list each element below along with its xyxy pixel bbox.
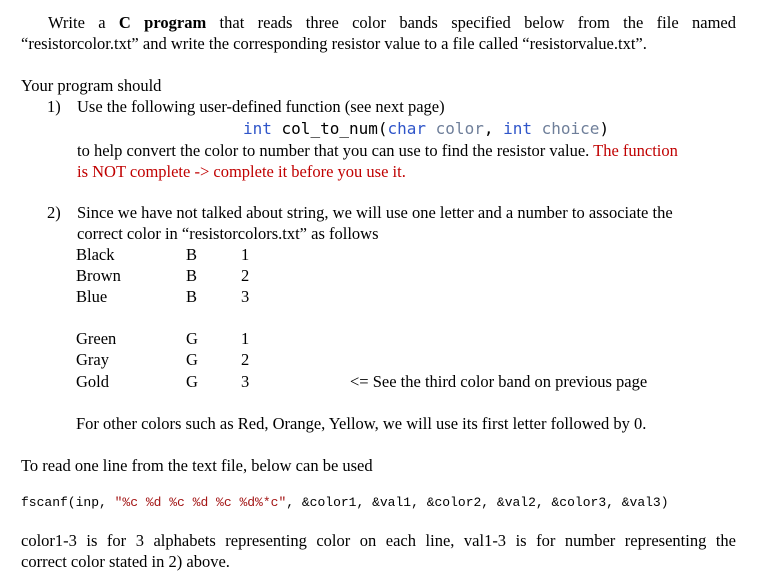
intro-line-2: “resistorcolor.txt” and write the corresponding resistor value to a file called “resistorvalue.txt”. bbox=[21, 34, 647, 53]
color-number: 3 bbox=[241, 287, 250, 306]
intro-line-1: Write a C program that reads three color bands specified below from the file named bbox=[48, 13, 736, 32]
color-letter: B bbox=[186, 245, 198, 264]
item-2-line-2: correct color in “resistorcolors.txt” as follows bbox=[77, 224, 379, 243]
item-2-line-1: Since we have not talked about string, we will use one letter and a number to associate the bbox=[77, 203, 673, 222]
help-convert-line: to help convert the color to number that you can use to find the resistor value. The function bbox=[77, 141, 678, 160]
c-program-text: C program bbox=[118, 13, 207, 32]
color-name: Gold bbox=[76, 372, 109, 391]
color-name: Blue bbox=[76, 287, 108, 306]
color-number: 2 bbox=[241, 266, 250, 285]
read-line-heading: To read one line from the text file, below can be used bbox=[21, 456, 373, 475]
item-1-text: Use the following user-defined function (see next page) bbox=[77, 97, 445, 116]
other-colors-line: For other colors such as Red, Orange, Yellow, we will use its first letter followed by 0. bbox=[76, 414, 647, 433]
color-number: 2 bbox=[241, 350, 250, 369]
color-letter: G bbox=[186, 350, 198, 369]
closing-line-2: correct color stated in 2) above. bbox=[21, 552, 230, 571]
color-name: Brown bbox=[76, 266, 121, 285]
color-letter: B bbox=[186, 287, 198, 306]
program-should-heading: Your program should bbox=[21, 76, 162, 95]
closing-line-1: color1-3 is for 3 alphabets representing color on each line, val1-3 is for number representing the bbox=[21, 531, 736, 550]
color-letter: B bbox=[186, 266, 198, 285]
not-complete-line: is NOT complete -> complete it before you use it. bbox=[77, 162, 406, 181]
color-name: Gray bbox=[76, 350, 109, 369]
item-1-number: 1) bbox=[47, 97, 61, 116]
item-2-number: 2) bbox=[47, 203, 61, 222]
color-letter: G bbox=[186, 372, 198, 391]
color-number: 3 bbox=[241, 372, 250, 391]
color-letter: G bbox=[186, 329, 198, 348]
function-signature: int col_to_num(char color, int choice) bbox=[243, 119, 610, 138]
third-band-note: <= See the third color band on previous page bbox=[350, 372, 648, 391]
color-name: Black bbox=[76, 245, 115, 264]
color-name: Green bbox=[76, 329, 117, 348]
color-number: 1 bbox=[241, 329, 250, 348]
fscanf-code-line: fscanf(inp, "%c %d %c %d %c %d%*c", &color1, &val1, &color2, &val2, &color3, &val3) bbox=[21, 495, 669, 510]
color-number: 1 bbox=[241, 245, 250, 264]
